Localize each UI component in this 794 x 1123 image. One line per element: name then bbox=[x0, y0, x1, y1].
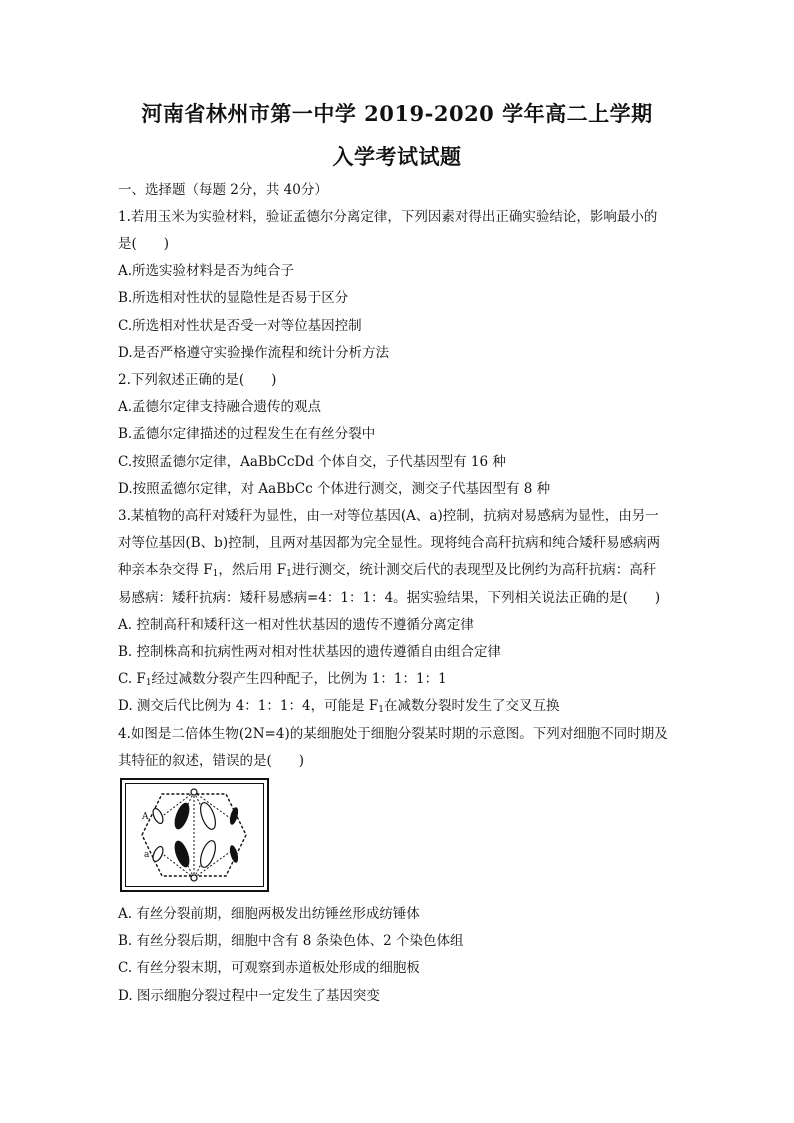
q3-option-c-part2: 经过减数分裂产生四种配子，比例为 1：1：1：1 bbox=[151, 671, 447, 687]
page-subtitle: 入学考试试题 bbox=[332, 144, 462, 169]
q1-stem-line2: 是( ) bbox=[118, 236, 170, 252]
q3-stem-line3-part2: ，然后用 F bbox=[218, 562, 287, 578]
figure-label-lower: a bbox=[144, 850, 150, 860]
q4-option-c: C. 有丝分裂末期，可观察到赤道板处形成的细胞板 bbox=[118, 960, 420, 976]
q4-stem-line2: 其特征的叙述，错误的是( ) bbox=[118, 753, 305, 769]
q4-stem-line1: 4.如图是二倍体生物(2N=4)的某细胞处于细胞分裂某时期的示意图。下列对细胞不同时期及 bbox=[118, 726, 668, 742]
q4-option-b: B. 有丝分裂后期，细胞中含有 8 条染色体、2 个染色体组 bbox=[118, 933, 464, 949]
cell-outline bbox=[142, 794, 246, 876]
q1-option-c: C.所选相对性状是否受一对等位基因控制 bbox=[118, 318, 362, 334]
q3-option-d-part2: 在减数分裂时发生了交叉互换 bbox=[383, 698, 560, 714]
q2-option-a: A.孟德尔定律支持融合遗传的观点 bbox=[118, 399, 322, 415]
q2-option-b: B.孟德尔定律描述的过程发生在有丝分裂中 bbox=[118, 426, 376, 442]
q3-stem-line1: 3.某植物的高秆对矮秆为显性，由一对等位基因(A、a)控制，抗病对易感病为显性，由另一 bbox=[118, 508, 659, 524]
cell-diagram-svg bbox=[122, 780, 267, 890]
q3-option-a: A. 控制高秆和矮秆这一相对性状基因的遗传不遵循分离定律 bbox=[118, 617, 474, 633]
q3-stem-line4: 易感病：矮秆抗病：矮秆易感病=4：1：1：4。据实验结果，下列相关说法正确的是( ) bbox=[118, 590, 661, 606]
q1-option-b: B.所选相对性状的显隐性是否易于区分 bbox=[118, 290, 349, 306]
pole-bottom bbox=[191, 875, 197, 881]
q3-option-c bbox=[118, 670, 447, 688]
q1-stem-line1: 1.若用玉米为实验材料，验证孟德尔分离定律，下列因素对得出正确实验结论，影响最小的 bbox=[118, 209, 658, 225]
q3-option-b: B. 控制株高和抗病性两对相对性状基因的遗传遵循自由组合定律 bbox=[118, 644, 502, 660]
q4-option-d: D. 图示细胞分裂过程中一定发生了基因突变 bbox=[118, 988, 380, 1004]
figure-label-upper: A bbox=[142, 812, 149, 822]
q1-option-a: A.所选实验材料是否为纯合子 bbox=[118, 263, 295, 279]
pole-top bbox=[191, 789, 197, 795]
q3-option-d-part1: D. 测交后代比例为 4：1：1：4，可能是 F bbox=[118, 698, 379, 714]
q3-option-d-subscript: 1 bbox=[378, 705, 384, 715]
q3-option-d bbox=[118, 697, 559, 715]
q3-stem-line3-part3: 进行测交，统计测交后代的表现型及比例约为高秆抗病：高秆 bbox=[291, 562, 657, 578]
q3-subscript-1: 1 bbox=[212, 569, 219, 579]
q3-subscript-2: 1 bbox=[286, 569, 292, 579]
q3-stem-line3 bbox=[118, 561, 656, 579]
q2-option-d: D.按照孟德尔定律，对 AaBbCc 个体进行测交，测交子代基因型有 8 种 bbox=[118, 481, 551, 497]
q2-stem: 2.下列叙述正确的是( ) bbox=[118, 372, 277, 388]
q3-option-c-subscript: 1 bbox=[145, 678, 152, 688]
q2-option-c: C.按照孟德尔定律，AaBbCcDd 个体自交，子代基因型有 16 种 bbox=[118, 454, 506, 470]
q3-option-c-part1: C. F bbox=[118, 671, 146, 687]
q1-option-d: D.是否严格遵守实验操作流程和统计分析方法 bbox=[118, 345, 390, 361]
section-heading: 一、选择题（每题 2分，共 40分） bbox=[118, 182, 328, 198]
q3-stem-line3-part1: 种亲本杂交得 F bbox=[118, 562, 213, 578]
spindle-fibers bbox=[160, 792, 230, 878]
q4-option-a: A. 有丝分裂前期，细胞两极发出纺锤丝形成纺锤体 bbox=[118, 906, 420, 922]
q3-stem-line2: 对等位基因(B、b)控制，且两对基因都为完全显性。现将纯合高秆抗病和纯合矮秆易感病两 bbox=[118, 535, 661, 551]
page-title: 河南省林州市第一中学 2019-2020 学年高二上学期 bbox=[141, 101, 653, 126]
cell-division-figure bbox=[120, 778, 269, 892]
